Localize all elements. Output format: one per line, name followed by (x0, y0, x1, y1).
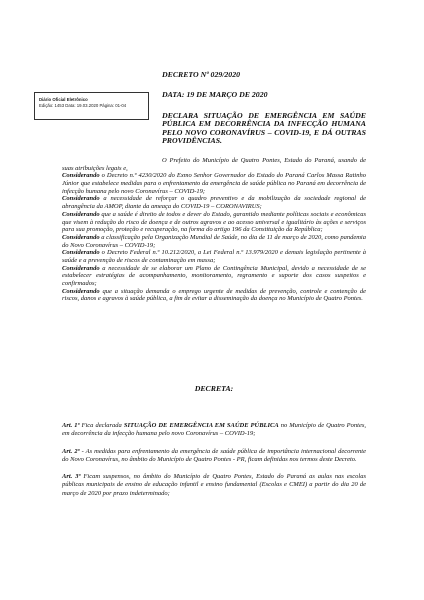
consideration-text: a classificação pela Organização Mundial de Saúde, no dia de 11 de março de 2020, como pandemia do Novo Coronavírus – COVID-19; (62, 233, 366, 249)
consideration (62, 172, 366, 195)
consideration-lead: Considerando (62, 210, 100, 218)
consideration-lead: Considerando (62, 249, 100, 257)
consideration-lead: Considerando (62, 264, 100, 272)
decree-number: DECRETO Nº 029/2020 (162, 70, 241, 79)
article-lead: Art. 2º (62, 447, 80, 455)
preamble-intro: O Prefeito do Município de Quatro Pontes, Estado do Paraná, usando de suas atribuições legais e, (62, 157, 366, 172)
consideration-lead: Considerando (62, 233, 100, 241)
consideration-text: a necessidade de se elaborar um Plano de Contingência Municipal, devido a necessidade de se estabelecer estratégias de acompanhamento, monitoramento, regramento e suporte dos casos suspeitos e confirmados; (62, 264, 366, 287)
consideration-text: o Decreto n.º 4230/2020 do Exmo Senhor Governador do Estado do Paraná Carlos Massa Ratinho Júnior que estabelece medidas para o enfrentamento da emergência de saúde pública no Paraná em decorrência de infecção humana pelo novo Coronavírus – COVID-19; (62, 172, 366, 195)
article (62, 422, 366, 439)
consideration (62, 288, 366, 303)
publication-stamp (34, 92, 149, 120)
article (62, 448, 366, 465)
consideration (62, 195, 366, 210)
article-text: - As medidas para enfrentamento da emergência de saúde pública de importância internacional decorrente do Novo Coronavírus, no âmbito do Município de Quatro Pontes - PR, ficam definidas nos termos deste Decreto. (62, 447, 366, 463)
consideration-lead: Considerando (62, 287, 100, 295)
consideration (62, 211, 366, 234)
article (62, 473, 366, 498)
preamble (62, 157, 366, 303)
article-lead: Art. 3º (62, 473, 81, 481)
decreta-heading: DECRETA: (194, 384, 234, 393)
article-lead: Art. 1º (62, 422, 80, 429)
consideration (62, 234, 366, 249)
consideration (62, 265, 366, 288)
consideration-lead: Considerando (62, 172, 100, 180)
consideration-lead: Considerando (62, 195, 100, 203)
consideration-text: que a saúde é direito de todos e dever do Estado, garantido mediante políticas sociais e econômicas que visem à redução do risco de doença e de outros agravos e ao acesso universal e igualitário às ações e serviços para sua promoção, proteção e recuperação, na forma do artigo 196 da Constituição da República; (62, 210, 366, 234)
consideration-text: a necessidade de reforçar o quadro preventivo e da mobilização da sociedade regional de abrangência da AMOP, diante da ameaça do COVID-19 – CORONAVIRUS; (62, 195, 366, 211)
consideration-text: que a situação demanda o emprego urgente de medidas de prevenção, controle e contenção de riscos, danos e agravos à saúde pública, a fim de evitar a disseminação da doença no Município de Quatro Pontes. (62, 287, 366, 303)
consideration-text: o Decreto Federal n.º 10.212/2020, a Lei Federal n.º 13.979/2020 e demais legislação pertinente à saúde e a prevenção de riscos de contaminação em massa; (62, 249, 366, 264)
decree-summary: DECLARA SITUAÇÃO DE EMERGÊNCIA EM SAÚDE PÚBLICA EM DECORRÊNCIA DA INFECÇÃO HUMANA PELO NOVO CORONAVÍRUS – COVID-19, E DÁ OUTRAS PROVIDÊNCIAS. (162, 111, 366, 146)
stamp-title: Diário Oficial Eletrônico (39, 97, 88, 102)
article-text: Ficam suspensos, no âmbito do Município de Quatro Pontes, Estado do Paraná as aulas nas escolas públicas municipais de ensino de educação infantil e ensino fundamental (Escolas e CMEI) a partir do dia 20 de março de 2020 por prazo indeterminado; (62, 473, 366, 497)
decree-date: DATA: 19 DE MARÇO DE 2020 (162, 90, 268, 99)
article-text: no Município de Quatro Pontes, em decorrência da infecção humana pelo novo Coronavírus – COVID-19; (62, 422, 366, 438)
stamp-edition: Edição: 1453 Data: 19.03.2020 Página: 01-04 (39, 103, 127, 108)
article-bold: SITUAÇÃO DE EMERGÊNCIA EM SAÚDE PÚBLICA (123, 422, 279, 429)
consideration (62, 249, 366, 264)
articles (62, 422, 366, 498)
article-mid: Fica declarada (79, 422, 124, 429)
